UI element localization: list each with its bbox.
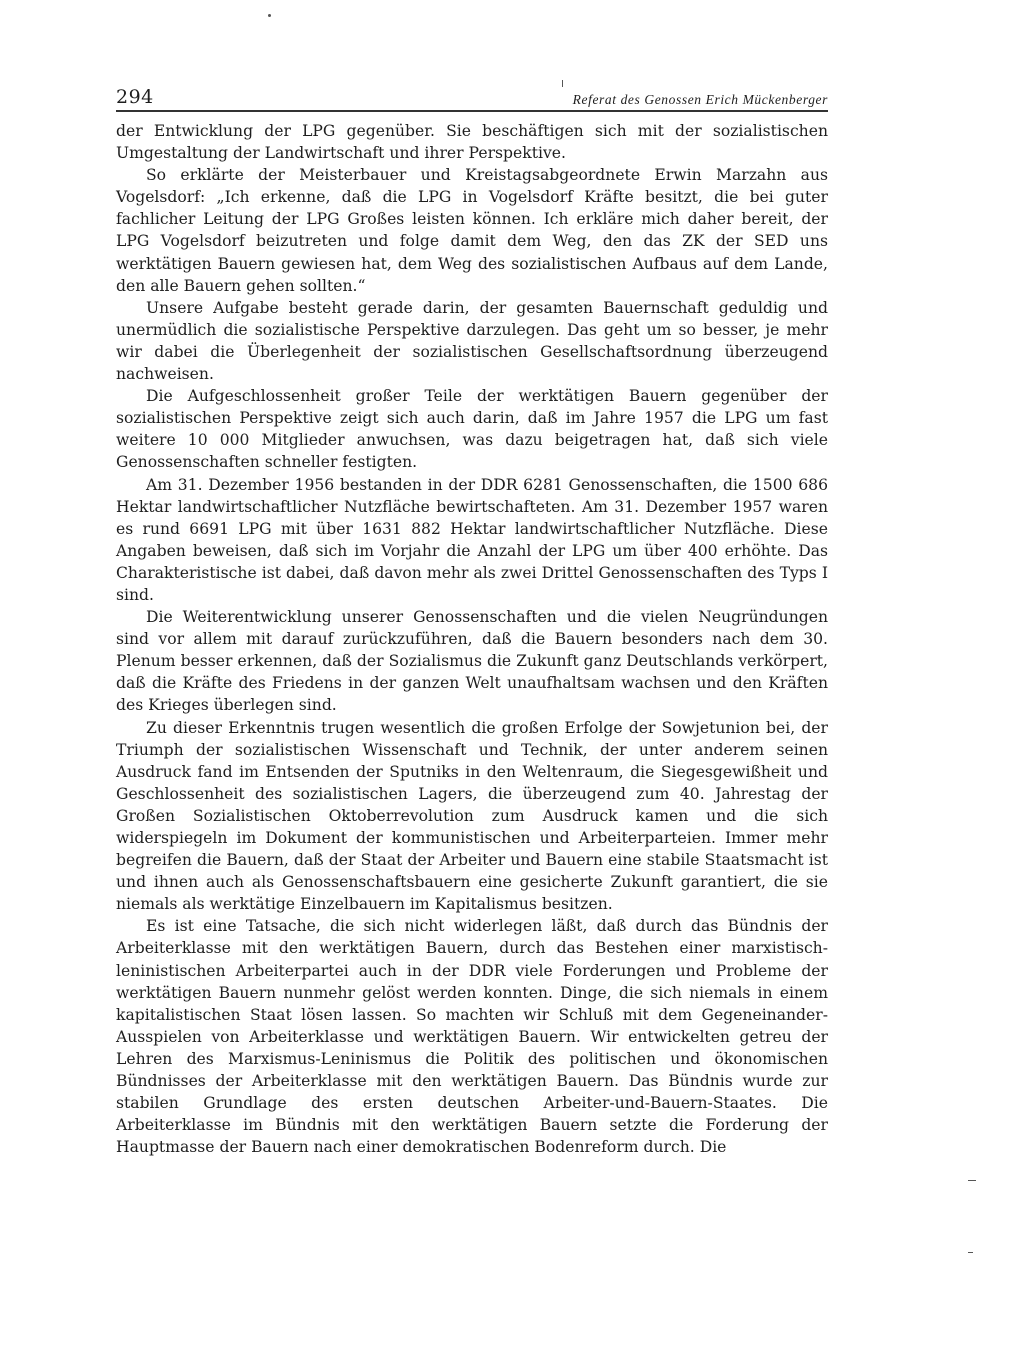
page-header — [116, 78, 828, 112]
paragraph: Am 31. Dezember 1956 bestanden in der DDR 6281 Genossenschaften, die 1500 686 Hektar landwirtschaftlicher Nutzfläche bewirtschafteten. Am 31. Dezember 1957 waren es rund 6691 LPG mit über 1631 882 Hektar landwirtschaftlicher Nutzfläche. Diese Angaben beweisen, daß sich im Vorjahr die Anzahl der LPG um über 400 erhöhte. Das Charakteristische ist dabei, daß davon mehr als zwei Drittel Genossenschaften des Typs I sind. — [116, 475, 828, 604]
paragraph: Die Aufgeschlossenheit großer Teile der werktätigen Bauern gegenüber der sozialistischen Perspektive zeigt sich auch darin, daß im Jahre 1957 die LPG um fast weitere 10 000 Mitglieder anwuchsen, was dazu beigetragen hat, daß sich viele Genossenschaften schneller festigten. — [116, 387, 828, 472]
scan-speck — [968, 1180, 976, 1181]
running-head: Referat des Genossen Erich Mückenberger — [572, 92, 828, 107]
paragraph: So erklärte der Meisterbauer und Kreistagsabgeordnete Erwin Marzahn aus Vogelsdorf: „Ich erkenne, daß die LPG in Vogelsdorf Kräfte besitzt, die bei guter fachlicher Leitung der LPG Großes leisten können. Ich erkläre mich daher bereit, der LPG Vogelsdorf beizutreten und folge damit dem Weg, den das ZK der SED uns werktätigen Bauern gewiesen hat, dem Weg des sozialistischen Aufbaus auf dem Lande, den alle Bauern gehen sollten.“ — [116, 166, 828, 295]
book-page — [116, 78, 828, 1238]
body-text — [116, 120, 828, 1158]
paragraph: der Entwicklung der LPG gegenüber. Sie beschäftigen sich mit der sozialistischen Umgestaltung der Landwirtschaft und ihrer Perspektive. — [116, 122, 828, 163]
scan-speck — [562, 80, 563, 87]
page-number: 294 — [116, 86, 154, 108]
paragraph: Zu dieser Erkenntnis trugen wesentlich die großen Erfolge der Sowjetunion bei, der Triumph der sozialistischen Wissenschaft und Technik, der unter anderem seinen Ausdruck fand im Entsenden der Sputniks in den Weltenraum, die Siegesgewißheit und Geschlossenheit des sozialistischen Lagers, die überzeugend zum 40. Jahrestag der Großen Sozialistischen Oktoberrevolution zum Ausdruck kamen und die sich widerspiegeln im Dokument der kommunistischen und Arbeiterparteien. Immer mehr begreifen die Bauern, daß der Staat der Arbeiter und Bauern eine stabile Staatsmacht ist und ihnen auch als Genossenschaftsbauern eine gesicherte Zukunft garantiert, die sie niemals als werktätige Einzelbauern im Kapitalismus besitzen. — [116, 718, 828, 914]
paragraph: Es ist eine Tatsache, die sich nicht widerlegen läßt, daß durch das Bündnis der Arbeiterklasse mit den werktätigen Bauern, durch das Bestehen einer marxistisch-leninistischen Arbeiterpartei auch in der DDR viele Forderungen und Probleme der werktätigen Bauern nunmehr gelöst werden konnten. Dinge, die sich niemals in einem kapitalistischen Staat lösen lassen. So machten wir Schluß mit dem Gegeneinander-Ausspielen von Arbeiterklasse und werktätigen Bauern. Wir entwickelten getreu der Lehren des Marxismus-Leninismus die Politik des politischen und ökonomischen Bündnisses der Arbeiterklasse mit den werktätigen Bauern. Das Bündnis wurde zur stabilen Grundlage des ersten deutschen Arbeiter-und-Bauern-Staates. Die Arbeiterklasse im Bündnis mit den werktätigen Bauern setzte die Forderung der Hauptmasse der Bauern nach einer demokratischen Bodenreform durch. Die — [116, 917, 828, 1157]
paragraph: Unsere Aufgabe besteht gerade darin, der gesamten Bauernschaft geduldig und unermüdlich die sozialistische Perspektive darzulegen. Das geht um so besser, je mehr wir dabei die Überlegenheit der sozialistischen Gesellschaftsordnung überzeugend nachweisen. — [116, 298, 828, 384]
scan-speck — [968, 1252, 973, 1253]
paragraph: Die Weiterentwicklung unserer Genossenschaften und die vielen Neugründungen sind vor allem mit darauf zurückzuführen, daß die Bauern besonders nach dem 30. Plenum besser erkennen, daß der Sozialismus die Zukunft ganz Deutschlands verkörpert, daß die Kräfte des Friedens in der ganzen Welt unaufhaltsam wachsen und den Kräften des Krieges überlegen sind. — [116, 608, 828, 715]
scan-speck — [268, 14, 271, 17]
